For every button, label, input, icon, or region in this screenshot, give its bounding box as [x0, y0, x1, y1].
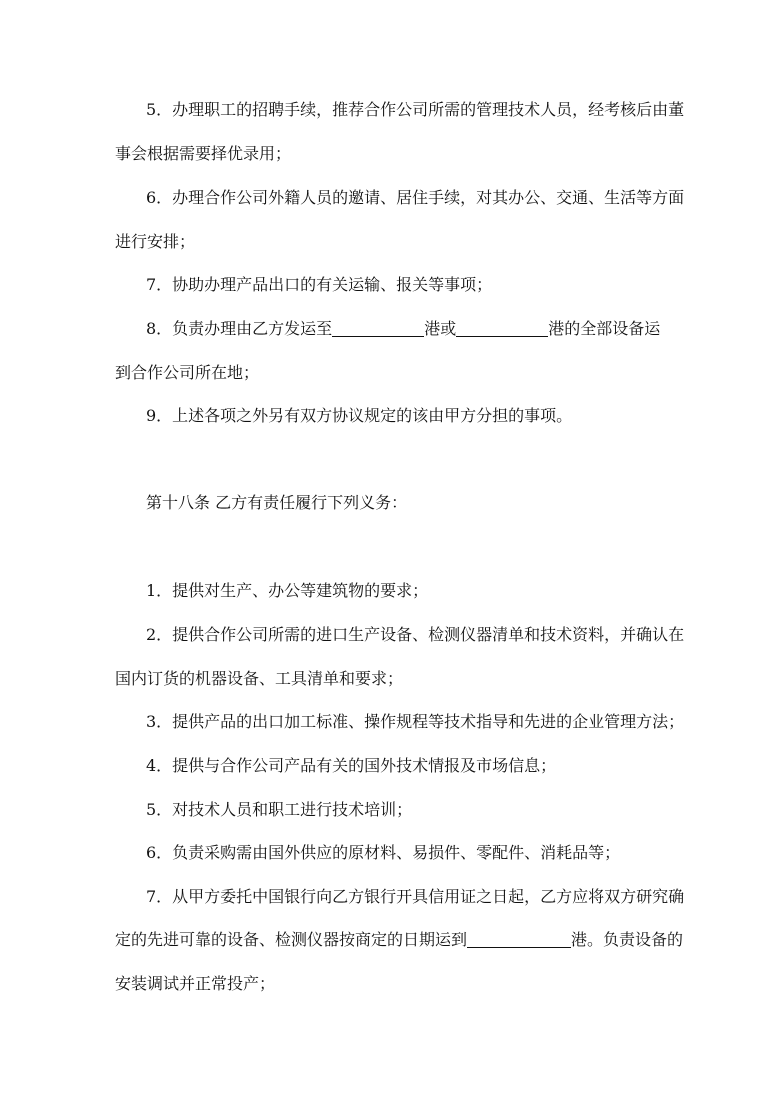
item-a8-part2: 港或: [424, 319, 457, 338]
item-a8-line2: 到合作公司所在地；: [115, 363, 260, 382]
item-b7-line2-part2: 港。负责设备的: [571, 930, 684, 949]
port-blank-2: [456, 318, 548, 337]
item-a8-part3: 港的全部设备运: [548, 319, 661, 338]
item-a6-line2: 进行安排；: [115, 232, 196, 251]
port-blank-3: [467, 929, 571, 948]
item-a5-line2: 事会根据需要择优录用；: [115, 144, 292, 163]
item-b6: 6．负责采购需由国外供应的原材料、易损件、零配件、消耗品等；: [146, 843, 621, 862]
item-b3: 3．提供产品的出口加工标准、操作规程等技术指导和先进的企业管理方法；: [146, 712, 685, 731]
item-b5: 5．对技术人员和职工进行技术培训；: [146, 800, 413, 819]
item-b2-line1: 2．提供合作公司所需的进口生产设备、检测仪器清单和技术资料，并确认在: [146, 625, 685, 644]
item-a6-line1: 6．办理合作公司外籍人员的邀请、居住手续，对其办公、交通、生活等方面: [146, 188, 685, 207]
item-a8-line1: [146, 318, 660, 340]
article18-heading: 第十八条 乙方有责任履行下列义务：: [146, 493, 408, 512]
item-b2-line2: 国内订货的机器设备、工具清单和要求；: [115, 669, 404, 688]
item-a8-part1: 8．负责办理由乙方发运至: [146, 319, 333, 338]
port-blank-1: [332, 318, 424, 337]
item-b4: 4．提供与合作公司产品有关的国外技术情报及市场信息；: [146, 756, 557, 775]
item-a5-line1: 5．办理职工的招聘手续，推荐合作公司所需的管理技术人员，经考核后由董: [146, 100, 685, 119]
item-b7-line2-part1: 定的先进可靠的设备、检测仪器按商定的日期运到: [115, 930, 468, 949]
item-b7-line1: 7．从甲方委托中国银行向乙方银行开具信用证之日起，乙方应将双方研究确: [146, 887, 685, 906]
item-b1: 1．提供对生产、办公等建筑物的要求；: [146, 581, 429, 600]
item-a7: 7．协助办理产品出口的有关运输、报关等事项；: [146, 275, 493, 294]
item-b7-line2: [115, 929, 683, 951]
item-b7-line3: 安装调试并正常投产；: [115, 974, 276, 993]
item-a9: 9．上述各项之外另有双方协议规定的该由甲方分担的事项。: [146, 406, 573, 425]
